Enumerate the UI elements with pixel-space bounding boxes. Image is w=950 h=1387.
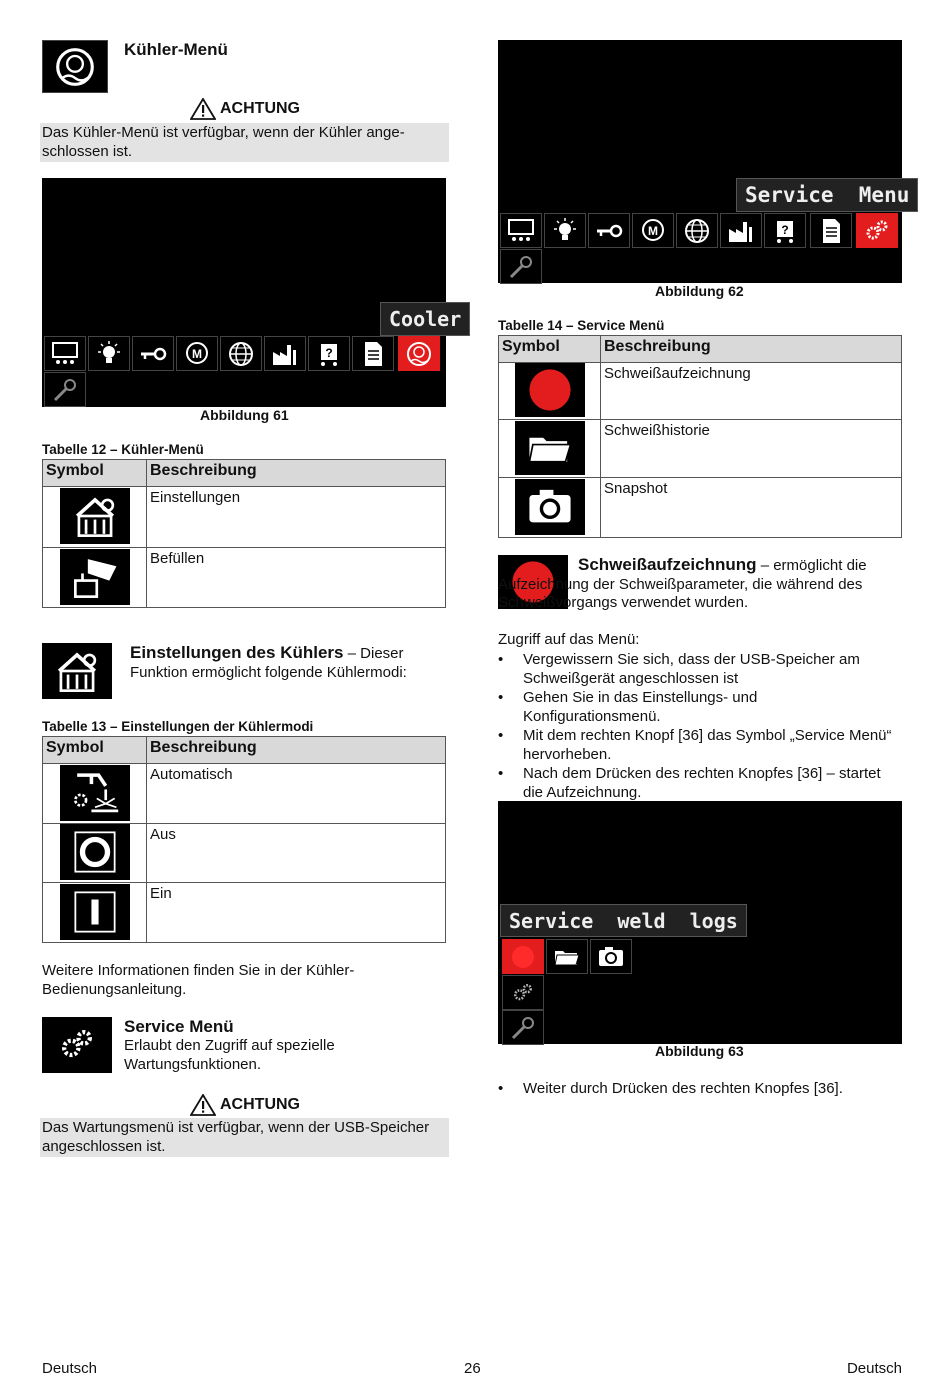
table12-row1-symbol [43,487,147,548]
cooler-menu-heading: Kühler-Menü [124,40,228,59]
table13-row3-symbol [43,883,147,943]
more-info-text: Weitere Informationen finden Sie in der Kühler-Bedienungsanleitung. [42,962,355,998]
cooler-fill-icon [60,549,130,605]
screen61-doc-icon [352,336,394,371]
cooler-settings-heading-icon [42,643,112,699]
table12-row2-desc: Befüllen [147,548,446,608]
footer-language-left: Deutsch [42,1360,98,1377]
service-menu-text: Erlaubt den Zugriff auf spezielle Wartungsfunktionen. [124,1037,335,1073]
access-step-4: • Nach dem Drücken des rechten Knopfes [36] – startet die Aufzeichnung. [498,765,898,802]
table14-row3-desc: Snapshot [601,478,902,538]
table14-row2-desc: Schweißhistorie [601,420,902,478]
final-step-item: • Weiter durch Drücken des rechten Knopfes [36]. [498,1080,898,1099]
cooler-settings-rest: – Dieser Funktion ermöglicht folgende Kühlermodi: [130,645,407,681]
warning1-header [190,98,300,120]
footer-page-number: 26 [464,1360,481,1377]
access-step-2: • Gehen Sie in das Einstellungs- und Konfigurationsmenü. [498,689,898,726]
screen61-m-icon [176,336,218,371]
table12-caption: Tabelle 12 – Kühler-Menü [42,442,204,457]
cooler-settings-title: Einstellungen des Kühlers [130,643,344,662]
table12-row2-symbol [43,548,147,608]
access-text: Zugriff auf das Menü: [498,631,640,648]
screen61-label: Cooler [380,302,470,336]
screen62-monitor-icon [500,213,542,248]
screen63-camera-icon [590,939,632,974]
table14-row3-symbol [499,478,601,538]
screen62-label: Service Menu [736,178,918,212]
cooler-menu-icon [42,40,108,93]
footer-language-right: Deutsch [846,1360,902,1377]
service-menu-icon [42,1017,112,1073]
folder-icon [515,421,585,475]
screen61-monitor-icon [44,336,86,371]
service-menu-block [124,1017,424,1074]
cooler-settings-icon [60,488,130,544]
table14 [498,335,902,538]
screen63-folder-icon [546,939,588,974]
screen61-key-icon [132,336,174,371]
off-icon [60,824,130,880]
screen63-wrench-icon [502,1010,544,1045]
table13-header-symbol: Symbol [43,737,147,764]
table14-caption: Tabelle 14 – Service Menü [498,318,665,333]
screen62-m-icon [632,213,674,248]
screen62-doc-icon [810,213,852,248]
table13-caption: Tabelle 13 – Einstellungen der Kühlermodi [42,719,314,734]
weld-record-rest: – ermöglicht die Aufzeichnung der Schweißparameter, die während des Schweißvorgangs verwendet wurden. [498,557,867,611]
table14-header-symbol: Symbol [499,336,601,363]
access-steps [498,651,898,803]
screen-cooler [42,178,462,407]
screen-service-menu [498,40,910,283]
figure63-caption: Abbildung 63 [655,1043,744,1059]
figure62-caption: Abbildung 62 [655,283,744,299]
table14-header-desc: Beschreibung [601,336,902,363]
warning2-label: ACHTUNG [220,1096,300,1113]
access-step-1: • Vergewissern Sie sich, dass der USB-Speicher am Schweißgerät angeschlossen ist [498,651,898,688]
table14-row2-symbol [499,420,601,478]
screen62-cart-icon [764,213,806,248]
cooler-settings-paragraph [130,644,435,682]
figure61-caption: Abbildung 61 [200,407,289,423]
record-icon [515,363,585,417]
screen63-record-icon [502,939,544,974]
on-icon [60,884,130,940]
table12-header-symbol: Symbol [43,460,147,487]
table13-row2-desc: Aus [147,824,446,883]
table13-row2-symbol [43,824,147,883]
camera-icon [515,479,585,535]
screen61-wrench-icon [44,372,86,407]
screen63-gears-icon [502,975,544,1010]
table12-header-desc: Beschreibung [147,460,446,487]
screen61-globe-icon [220,336,262,371]
screen-service-weld-logs [498,801,902,1044]
final-step [498,1080,898,1100]
screen62-factory-icon [720,213,762,248]
table14-row1-symbol [499,363,601,420]
table12 [42,459,446,608]
warning-icon [190,98,216,120]
table13-row1-symbol [43,764,147,824]
screen62-key-icon [588,213,630,248]
warning1-label: ACHTUNG [220,100,300,117]
screen61-factory-icon [264,336,306,371]
screen61-bulb-icon [88,336,130,371]
warning2-text: Das Wartungsmenü ist verfügbar, wenn der USB-Speicher angeschlossen ist. [40,1118,449,1157]
warning-icon-2 [190,1094,216,1116]
table14-row1-desc: Schweißaufzeichnung [601,363,902,420]
table13-row1-desc: Automatisch [147,764,446,824]
screen62-wrench-icon [500,249,542,284]
table13 [42,736,446,943]
table12-row1-desc: Einstellungen [147,487,446,548]
warning2-header [190,1094,300,1116]
warning1-text: Das Kühler-Menü ist verfügbar, wenn der Kühler ange-schlossen ist. [40,123,449,162]
screen62-gears-icon [856,213,898,248]
screen61-cart-icon [308,336,350,371]
screen63-label: Service weld logs [500,904,747,937]
access-step-3: • Mit dem rechten Knopf [36] das Symbol „Service Menü“ hervorheben. [498,727,898,764]
weld-record-paragraph [498,556,898,613]
table13-row3-desc: Ein [147,883,446,943]
screen62-bulb-icon [544,213,586,248]
screen62-globe-icon [676,213,718,248]
service-menu-title: Service Menü [124,1017,234,1036]
screen61-cooler-icon [398,336,440,371]
weld-record-title: Schweißaufzeichnung [578,555,757,574]
table13-header-desc: Beschreibung [147,737,446,764]
automatic-mode-icon [60,765,130,821]
